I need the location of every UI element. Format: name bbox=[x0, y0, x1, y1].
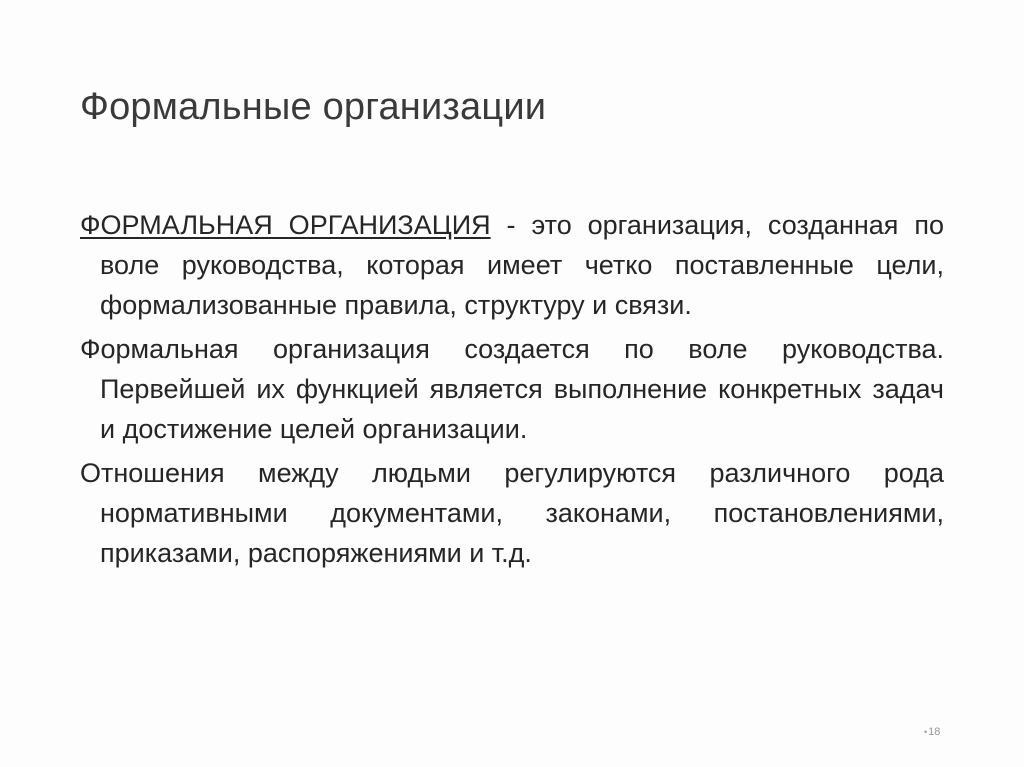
slide-number-value: 18 bbox=[928, 726, 941, 738]
slide-title: Формальные организации bbox=[80, 86, 547, 128]
paragraph-definition bbox=[80, 205, 944, 325]
defined-term: ФОРМАЛЬНАЯ ОРГАНИЗАЦИЯ bbox=[80, 210, 491, 240]
slide-body bbox=[80, 205, 944, 577]
definition-text: - это организация, созданная по воле руководства, которая имеет четко поставленные цели, формализованные правила, структуру и связи. bbox=[100, 210, 944, 320]
paragraph-relations: Отношения между людьми регулируются различного рода нормативными документами, законами, постановлениями, приказами, распоряжениями и т.д. bbox=[80, 458, 944, 568]
slide-number-marker: • bbox=[924, 727, 928, 737]
paragraph-creation: Формальная организация создается по воле руководства. Первейшей их функцией является выполнение конкретных задач и достижение целей организации. bbox=[80, 334, 944, 444]
slide-number bbox=[924, 726, 940, 738]
